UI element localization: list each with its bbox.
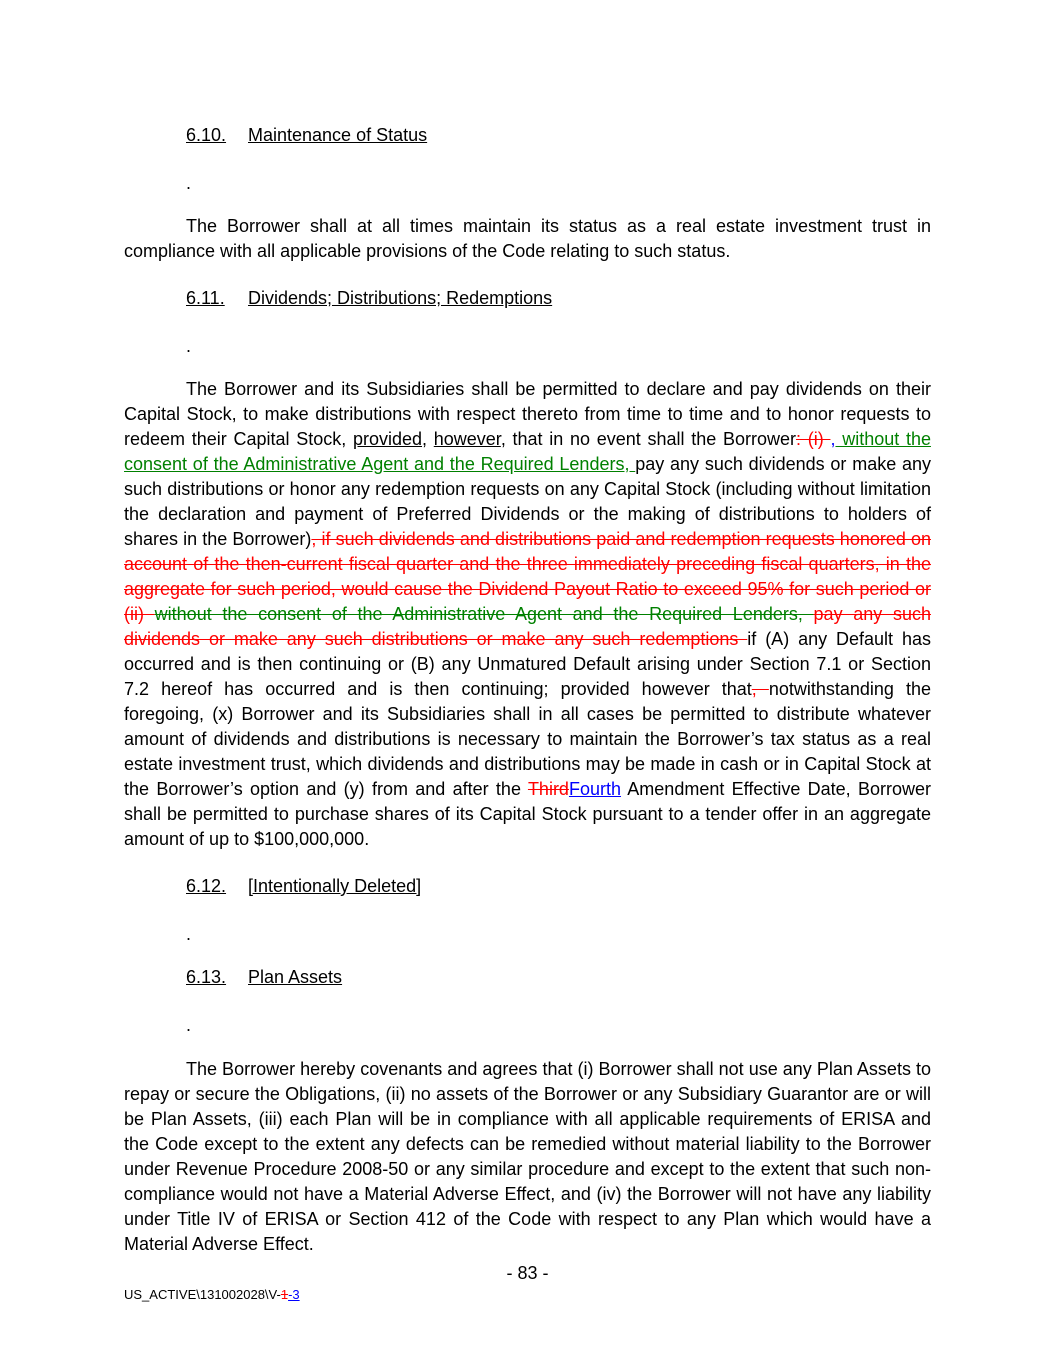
inserted-text: , [830, 429, 836, 449]
section-dot: . [186, 924, 192, 944]
inserted-text: Fourth [568, 779, 621, 799]
moved-deleted-text: without the consent of the Administrative Agent and the Required Lenders, [154, 604, 814, 624]
section-title: Maintenance of Status [248, 125, 428, 145]
section-6-12-heading [186, 874, 421, 899]
section-6-10-body: The Borrower shall at all times maintain its status as a real estate investment trust in compliance with all applicable provisions of the Code relating to such status. [124, 216, 931, 261]
document-id-footer [124, 1286, 300, 1304]
section-dot: . [186, 336, 192, 356]
text-run: , that in no event shall the Borrower [500, 429, 797, 449]
provided-term: provided [352, 429, 423, 449]
text-run: if (A) any Default has occurred and is then continuing or (B) any Unmatured Default arising under Section 7.1 or Section 7.2 hereof has occurred and is then continuing; provided however that [124, 629, 931, 699]
text-run: pay any such dividends or make any such distributions or honor any redemption requests on any Capital Stock (including without limitation the declaration and payment of Preferred Dividends or the making of distributions to holders of shares in the Borrower) [124, 454, 931, 549]
however-term: however [433, 429, 501, 449]
footer-inserted: -3 [288, 1287, 300, 1302]
footer-prefix: US_ACTIVE\131002028\V- [124, 1287, 281, 1302]
section-number: 6.12. [186, 876, 227, 896]
moved-inserted-text: without the consent of the Administrative Agent and the Required Lenders, [124, 429, 931, 474]
deleted-text: , [751, 679, 769, 699]
section-6-13-body: The Borrower hereby covenants and agrees that (i) Borrower shall not use any Plan Assets to repay or secure the Obligations, (ii) no assets of the Borrower or any Subsidiary Guarantor are or will be Plan Assets, (iii) each Plan will be in compliance with all applicable requirements of ERISA and the Code except to the extent any defects can be remedied without material liability to the Borrower under Revenue Procedure 2008-50 or any similar procedure and except to the extent that such non-compliance would not have a Material Adverse Effect, and (iv) the Borrower will not have any liability under Title IV of ERISA or Section 412 of the Code with respect to any Plan which would have a Material Adverse Effect. [124, 1059, 931, 1254]
text-run: The Borrower and its Subsidiaries shall be permitted to declare and pay dividends on their Capital Stock, to make distributions with respect thereto from time to time and to honor requests to redeem their Capital Stock, [124, 379, 931, 449]
section-number: 6.13. [186, 967, 227, 987]
section-dot: . [186, 173, 192, 193]
section-number: 6.11. [186, 288, 225, 308]
section-dot: . [186, 1015, 192, 1035]
section-6-13-heading [186, 965, 342, 990]
section-6-10-heading [186, 123, 427, 148]
text-run: notwithstanding the foregoing, (x) Borrower and its Subsidiaries shall in all cases be permitted to distribute whatever amount of dividends and distributions is necessary to maintain the Borrower’s tax status as a real estate investment trust, which dividends and distributions may be made in cash or in Capital Stock at the Borrower’s option and (y) from and after the [124, 679, 931, 799]
deleted-text: , if such dividends and distributions paid and redemption requests honored on account of the then-current fiscal quarter and the three immediately preceding fiscal quarters, in the aggregate for such period, would cause the Dividend Payout Ratio to exceed 95% for such period or (ii) [124, 529, 931, 624]
footer-deleted: 1 [280, 1287, 289, 1302]
text-run: Amendment Effective Date, Borrower shall be permitted to purchase shares of its Capital Stock pursuant to a tender offer in an aggregate amount of up to $100,000,000. [124, 779, 932, 849]
section-6-11-heading [186, 286, 552, 311]
section-title: [Intentionally Deleted] [248, 876, 422, 896]
deleted-text: Third [527, 779, 569, 799]
deleted-text: pay any such dividends or make any such distributions or make any such redemptions [124, 604, 931, 649]
text-run: , [422, 429, 434, 449]
page-number: - 83 - [506, 1263, 549, 1283]
section-6-11-body [124, 377, 931, 852]
section-title: Plan Assets [248, 967, 343, 987]
deleted-text: : (i) [796, 429, 831, 449]
section-number: 6.10. [186, 125, 227, 145]
section-title: Dividends; Distributions; Redemptions [248, 288, 553, 308]
